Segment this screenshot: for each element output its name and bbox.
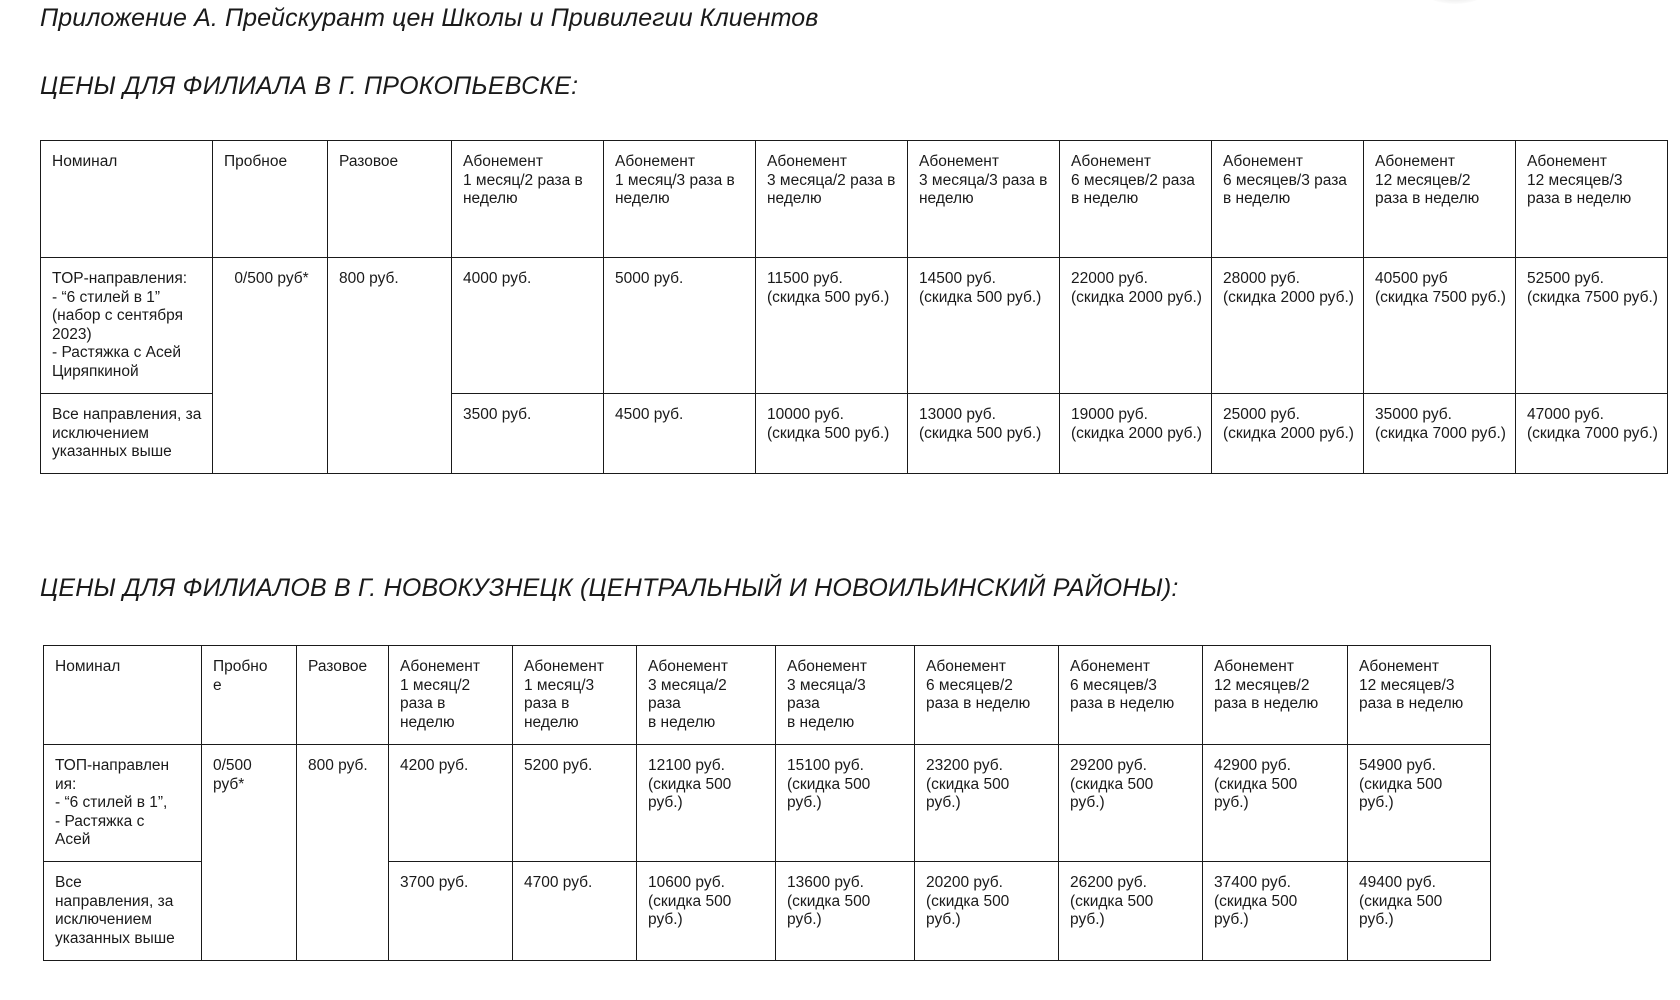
price-cell: 12100 руб. (скидка 500 руб.)	[637, 745, 776, 862]
column-header: Абонемент 12 месяцев/3 раза в неделю	[1348, 646, 1491, 745]
price-cell: 20200 руб. (скидка 500 руб.)	[915, 862, 1059, 961]
document-title: Приложение А. Прейскурант цен Школы и Привилегии Клиентов	[40, 4, 819, 32]
price-cell: 35000 руб. (скидка 7000 руб.)	[1364, 394, 1516, 474]
column-header: Абонемент 3 месяца/3 раза в неделю	[776, 646, 915, 745]
column-header: Разовое	[328, 141, 452, 258]
price-table-prokopyevsk	[40, 140, 1668, 474]
single-price-cell: 800 руб.	[328, 258, 452, 474]
column-header: Абонемент 3 месяца/2 раза в неделю	[637, 646, 776, 745]
table-row	[41, 258, 1668, 394]
section-title-novokuznetsk: ЦЕНЫ ДЛЯ ФИЛИАЛОВ В Г. НОВОКУЗНЕЦК (ЦЕНТРАЛЬНЫЙ И НОВОИЛЬИНСКИЙ РАЙОНЫ):	[40, 574, 1179, 602]
price-cell: 3500 руб.	[452, 394, 604, 474]
single-price-cell: 800 руб.	[297, 745, 389, 961]
price-cell: 5000 руб.	[604, 258, 756, 394]
nominal-cell: Все направления, за исключением указанных выше	[44, 862, 202, 961]
price-cell: 25000 руб. (скидка 2000 руб.)	[1212, 394, 1364, 474]
column-header: Абонемент 1 месяц/2 раза в неделю	[452, 141, 604, 258]
column-header: Абонемент 6 месяцев/2 раза в неделю	[1060, 141, 1212, 258]
price-cell: 54900 руб. (скидка 500 руб.)	[1348, 745, 1491, 862]
column-header: Пробное	[213, 141, 328, 258]
price-cell: 10000 руб. (скидка 500 руб.)	[756, 394, 908, 474]
column-header: Абонемент 3 месяца/2 раза в неделю	[756, 141, 908, 258]
column-header: Номинал	[41, 141, 213, 258]
price-cell: 37400 руб. (скидка 500 руб.)	[1203, 862, 1348, 961]
price-cell: 14500 руб. (скидка 500 руб.)	[908, 258, 1060, 394]
price-cell: 42900 руб. (скидка 500 руб.)	[1203, 745, 1348, 862]
price-cell: 23200 руб. (скидка 500 руб.)	[915, 745, 1059, 862]
column-header: Абонемент 1 месяц/2 раза в неделю	[389, 646, 513, 745]
table-row	[44, 745, 1491, 862]
table-header-row	[41, 141, 1668, 258]
price-cell: 4000 руб.	[452, 258, 604, 394]
price-cell: 29200 руб. (скидка 500 руб.)	[1059, 745, 1203, 862]
column-header: Разовое	[297, 646, 389, 745]
column-header: Номинал	[44, 646, 202, 745]
table-header-row	[44, 646, 1491, 745]
price-table-novokuznetsk	[43, 645, 1491, 961]
column-header: Абонемент 12 месяцев/2 раза в неделю	[1203, 646, 1348, 745]
price-cell: 26200 руб. (скидка 500 руб.)	[1059, 862, 1203, 961]
price-cell: 13000 руб. (скидка 500 руб.)	[908, 394, 1060, 474]
trial-price-cell: 0/500 руб*	[202, 745, 297, 961]
price-cell: 49400 руб. (скидка 500 руб.)	[1348, 862, 1491, 961]
column-header: Абонемент 6 месяцев/3 раза в неделю	[1059, 646, 1203, 745]
column-header: Абонемент 12 месяцев/3 раза в неделю	[1516, 141, 1668, 258]
column-header: Абонемент 6 месяцев/2 раза в неделю	[915, 646, 1059, 745]
column-header: Абонемент 1 месяц/3 раза в неделю	[513, 646, 637, 745]
price-cell: 4500 руб.	[604, 394, 756, 474]
nominal-cell: TOP-направления: - “6 стилей в 1” (набор с сентября 2023) - Растяжка с Асей Циряпкиной	[41, 258, 213, 394]
trial-price-cell: 0/500 руб*	[213, 258, 328, 474]
price-cell: 40500 руб (скидка 7500 руб.)	[1364, 258, 1516, 394]
section-title-prokopyevsk: ЦЕНЫ ДЛЯ ФИЛИАЛА В Г. ПРОКОПЬЕВСКЕ:	[40, 72, 579, 100]
price-cell: 4200 руб.	[389, 745, 513, 862]
nominal-cell: ТОП-направлен ия: - “6 стилей в 1”, - Растяжка с Асей	[44, 745, 202, 862]
corner-shadow	[1418, 0, 1492, 4]
column-header: Абонемент 3 месяца/3 раза в неделю	[908, 141, 1060, 258]
price-cell: 11500 руб. (скидка 500 руб.)	[756, 258, 908, 394]
price-cell: 13600 руб. (скидка 500 руб.)	[776, 862, 915, 961]
price-cell: 4700 руб.	[513, 862, 637, 961]
price-cell: 3700 руб.	[389, 862, 513, 961]
price-cell: 5200 руб.	[513, 745, 637, 862]
column-header: Абонемент 12 месяцев/2 раза в неделю	[1364, 141, 1516, 258]
price-cell: 10600 руб. (скидка 500 руб.)	[637, 862, 776, 961]
price-cell: 52500 руб. (скидка 7500 руб.)	[1516, 258, 1668, 394]
column-header: Пробно е	[202, 646, 297, 745]
price-cell: 28000 руб. (скидка 2000 руб.)	[1212, 258, 1364, 394]
price-cell: 15100 руб. (скидка 500 руб.)	[776, 745, 915, 862]
column-header: Абонемент 1 месяц/3 раза в неделю	[604, 141, 756, 258]
price-cell: 22000 руб. (скидка 2000 руб.)	[1060, 258, 1212, 394]
column-header: Абонемент 6 месяцев/3 раза в неделю	[1212, 141, 1364, 258]
nominal-cell: Все направления, за исключением указанных выше	[41, 394, 213, 474]
price-cell: 19000 руб. (скидка 2000 руб.)	[1060, 394, 1212, 474]
price-cell: 47000 руб. (скидка 7000 руб.)	[1516, 394, 1668, 474]
